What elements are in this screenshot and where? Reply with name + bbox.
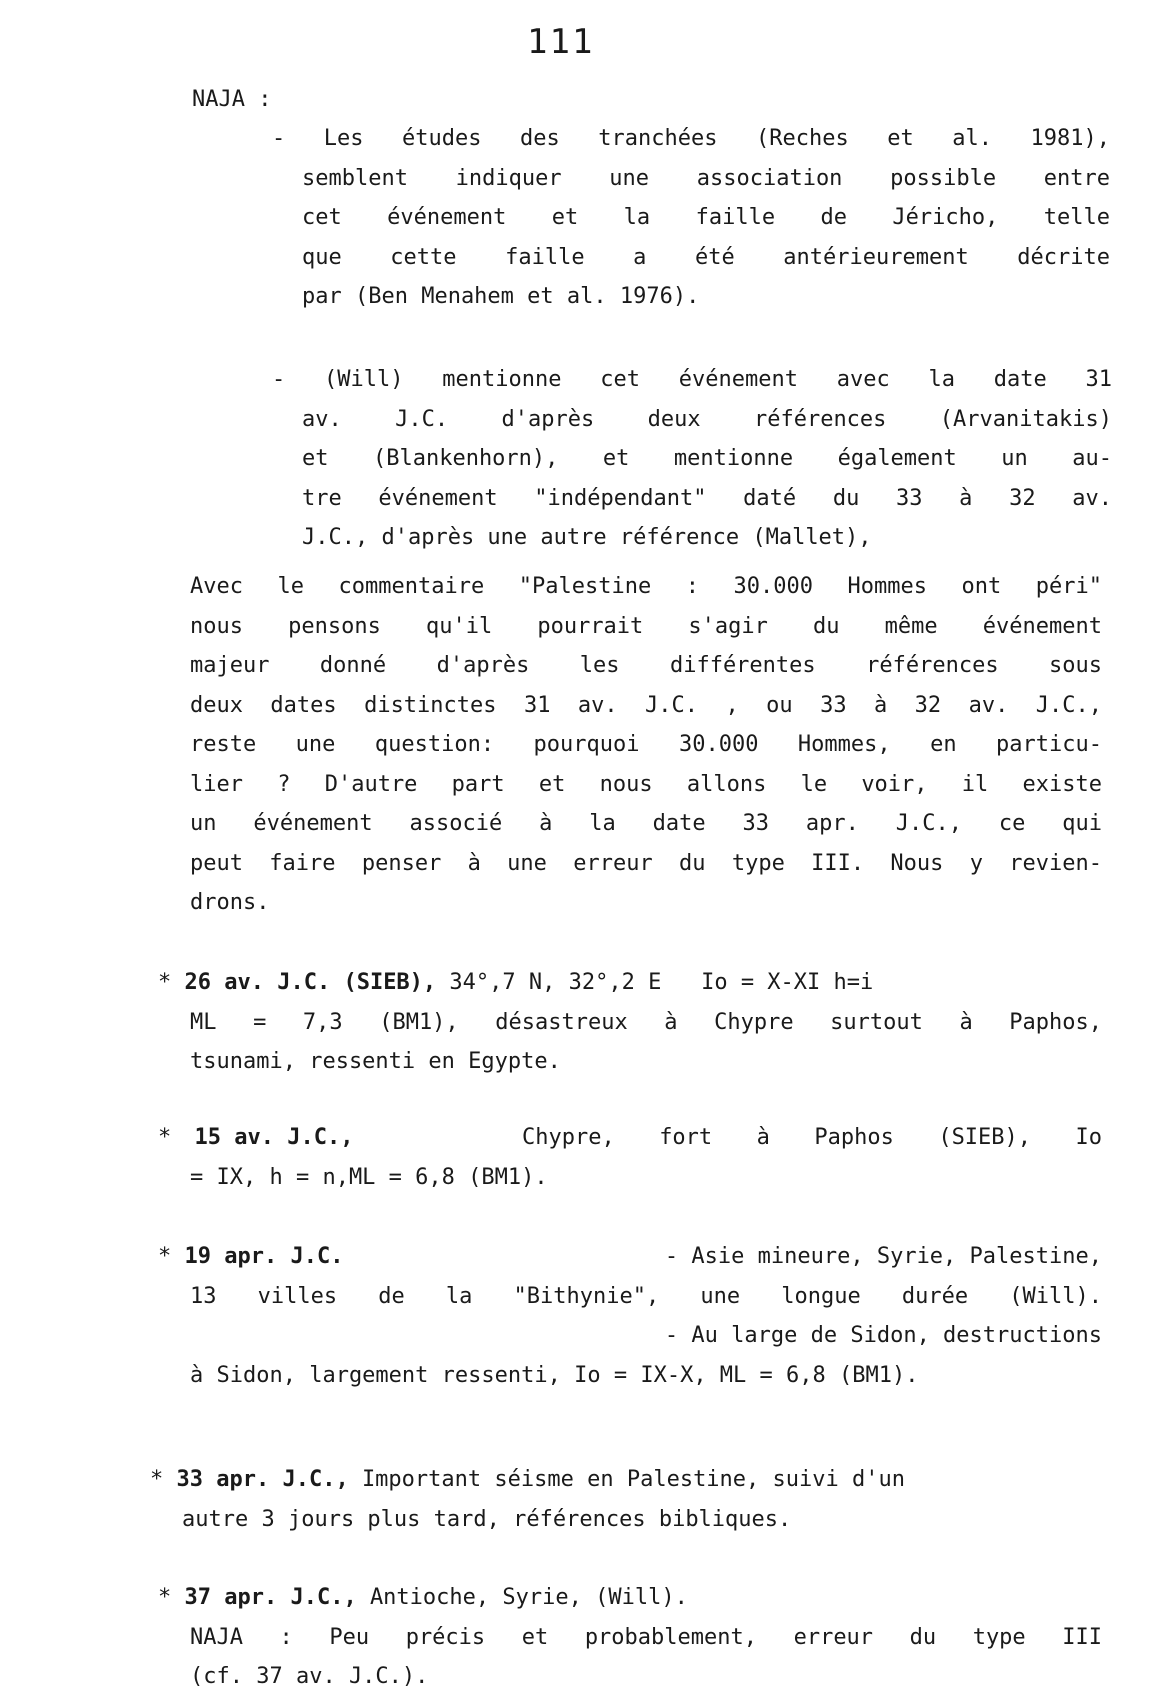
text-line: - (Will) mentionne cet événement avec la date 31: [272, 367, 1112, 392]
naja-bullet-2: [272, 360, 1112, 558]
text-line: tsunami, ressenti en Egypte.: [190, 1049, 561, 1074]
entry-text: Antioche, Syrie, (Will).: [369, 1585, 688, 1610]
text-line: J.C., d'après une autre référence (Mallet),: [302, 525, 872, 550]
text-line: semblent indiquer une association possible entre: [302, 165, 1110, 191]
text-line: nous pensons qu'il pourrait s'agir du même événement: [190, 613, 1102, 639]
text-line: = IX, h = n,ML = 6,8 (BM1).: [190, 1164, 548, 1190]
text-line: av. J.C. d'après deux références (Arvanitakis): [302, 406, 1112, 432]
naja-heading: NAJA :: [192, 87, 272, 112]
entry-text: 34°,7 N, 32°,2 E Io = X-XI h=i: [449, 970, 874, 995]
text-line: Avec le commentaire "Palestine : 30.000 Hommes ont péri": [190, 574, 1102, 599]
entry-date: 33 apr. J.C.,: [176, 1467, 349, 1492]
text-line: à Sidon, largement ressenti, Io = IX-X, ML = 6,8 (BM1).: [190, 1362, 919, 1388]
entry-37-apr-jc: [158, 1578, 1102, 1697]
text-line: NAJA : Peu précis et probablement, erreur du type III: [190, 1624, 1102, 1650]
text-line: (cf. 37 av. J.C.).: [190, 1664, 429, 1689]
text-line: tre événement "indépendant" daté du 33 à 32 av.: [302, 485, 1112, 511]
entry-star: *: [150, 1467, 164, 1492]
entry-15-av-jc: [158, 1118, 1102, 1197]
entry-33-apr-jc: [150, 1460, 1094, 1539]
entry-star: *: [158, 970, 172, 995]
text-line: majeur donné d'après les différentes références sous: [190, 653, 1102, 678]
text-line: 13 villes de la "Bithynie", une longue durée (Will).: [190, 1283, 1102, 1309]
entry-source: (SIEB),: [343, 970, 437, 995]
text-line: - Au large de Sidon, destructions: [664, 1323, 1102, 1348]
commentary-paragraph: [190, 567, 1102, 923]
entry-star: *: [158, 1585, 172, 1610]
text-line: lier ? D'autre part et nous allons le voir, il existe: [190, 771, 1102, 797]
entry-star: *: [158, 1244, 172, 1269]
text-line: - Les études des tranchées (Reches et al. 1981),: [272, 126, 1110, 151]
entry-19-apr-jc: [158, 1237, 1102, 1395]
text-line: reste une question: pourquoi 30.000 Hommes, en particu-: [190, 732, 1102, 757]
entry-date: 19 apr. J.C.: [184, 1244, 344, 1269]
naja-bullet-1: [272, 119, 1110, 317]
page-number: 111: [527, 22, 595, 62]
entry-star: *: [158, 1125, 172, 1150]
text-line: et (Blankenhorn), et mentionne également un au-: [302, 446, 1112, 471]
entry-text: Chypre, fort à Paphos (SIEB), Io: [522, 1125, 1102, 1150]
entry-text: Important séisme en Palestine, suivi d'un: [361, 1467, 905, 1492]
entry-date: 15 av. J.C.,: [194, 1125, 354, 1150]
text-line: autre 3 jours plus tard, références bibliques.: [182, 1506, 792, 1532]
entry-date: 26 av. J.C.: [184, 970, 331, 995]
text-line: un événement associé à la date 33 apr. J.C., ce qui: [190, 811, 1102, 836]
text-line: par (Ben Menahem et al. 1976).: [302, 284, 700, 309]
text-line: peut faire penser à une erreur du type III. Nous y revien-: [190, 850, 1102, 876]
text-line: deux dates distinctes 31 av. J.C. , ou 33 à 32 av. J.C.,: [190, 692, 1102, 718]
entry-text: - Asie mineure, Syrie, Palestine,: [664, 1244, 1102, 1269]
text-line: ML = 7,3 (BM1), désastreux à Chypre surtout à Paphos,: [190, 1009, 1102, 1035]
entry-26-av-jc: [158, 963, 1102, 1082]
entry-date: 37 apr. J.C.,: [184, 1585, 357, 1610]
text-line: que cette faille a été antérieurement décrite: [302, 244, 1110, 270]
text-line: cet événement et la faille de Jéricho, telle: [302, 205, 1110, 230]
text-line: drons.: [190, 890, 270, 915]
